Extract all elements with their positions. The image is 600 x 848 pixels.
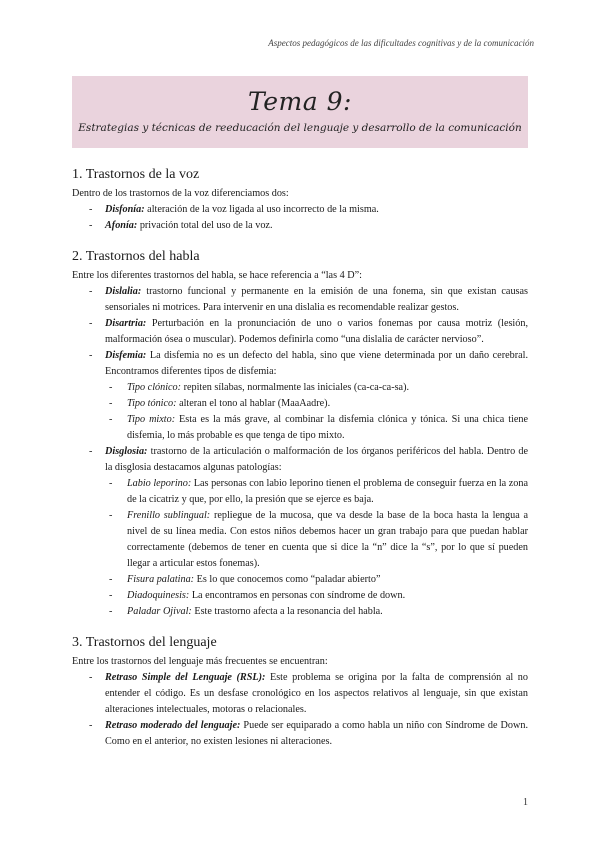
- section-habla: [72, 246, 528, 620]
- sub-definition: repliegue de la mucosa, que va desde la base de la boca hasta la lengua a nivel de su línea media. Con estos niños debemos hacer un gran trabajo para que puedan hablar correctamente (debemos de tener en cuenta que si dice la “n” dice la “s”, por lo que sí pueden llegar a articular estos fonemas).: [127, 510, 529, 569]
- section-intro: Entre los diferentes trastornos del habla, se hace referencia a “las 4 D”:: [72, 270, 362, 281]
- sub-definition: Es lo que conocemos como “paladar abierto”: [194, 574, 381, 585]
- term: Afonía:: [105, 220, 138, 231]
- sub-term: Tipo tónico:: [127, 398, 177, 409]
- sub-list-item: [105, 588, 528, 604]
- page-title: Tema 9:: [248, 87, 352, 116]
- sub-term: Labio leporino:: [127, 478, 192, 489]
- definition: Perturbación en la pronunciación de uno o varios fonemas por causa motriz (lesión, malformación ósea o muscular). Podemos definirla como “una dislalia de carácter nervioso”.: [105, 318, 528, 345]
- list-item: [72, 348, 528, 444]
- section-voz: [72, 164, 528, 234]
- list-item: [72, 670, 528, 718]
- title-box: [72, 76, 528, 148]
- sub-term: Tipo mixto:: [127, 414, 176, 425]
- sub-list-item: [105, 604, 528, 620]
- sub-list-item: [105, 396, 528, 412]
- definition: Este problema se origina por la falta de comprensión al no entender el código. Es un desfase cronológico en los aspectos relativos al lenguaje, sin que existan alteraciones intelectuales, motoras o relacionales.: [105, 672, 528, 715]
- section-intro: Dentro de los trastornos de la voz diferenciamos dos:: [72, 188, 289, 199]
- sub-definition: alteran el tono al hablar (MaaAadre).: [176, 398, 331, 409]
- sub-term: Diadoquinesis:: [127, 590, 190, 601]
- sub-term: Tipo clónico:: [127, 382, 182, 393]
- sub-list-item: [105, 572, 528, 588]
- sub-list-item: [105, 380, 528, 396]
- list-item: [72, 444, 528, 620]
- section-lenguaje: [72, 632, 528, 750]
- sub-list-item: [105, 412, 528, 444]
- sub-definition: Esta es la más grave, al combinar la disfemia clónica y tónica. Si una chica tiene disfemia, lo más probable es que tenga de tipo mixto.: [127, 414, 528, 441]
- document-body: [72, 164, 528, 750]
- definition: Puede ser equiparado a como habla un niño con Síndrome de Down. Como en el anterior, no existen lesiones ni alteraciones.: [105, 720, 528, 747]
- definition: alteración de la voz ligada al uso incorrecto de la misma.: [144, 204, 379, 215]
- section-heading: 1. Trastornos de la voz: [72, 167, 200, 182]
- section-intro: Entre los trastornos del lenguaje más frecuentes se encuentran:: [72, 656, 328, 667]
- section-heading: 2. Trastornos del habla: [72, 249, 200, 264]
- term: Dislalia:: [105, 286, 142, 297]
- term: Disfemia:: [105, 350, 147, 361]
- page-subtitle: Estrategias y técnicas de reeducación del lenguaje y desarrollo de la comunicación: [78, 122, 522, 134]
- page-number: 1: [523, 797, 528, 808]
- definition: privación total del uso de la voz.: [137, 220, 273, 231]
- definition: trastorno funcional y permanente en la emisión de una fonema, sin que existan causas sensoriales ni motrices. Para intervenir en una dislalia es recomendable realizar gestos.: [105, 286, 528, 313]
- section-heading: 3. Trastornos del lenguaje: [72, 635, 217, 650]
- definition: La disfemia no es un defecto del habla, sino que viene determinada por un daño cerebral. Encontramos diferentes tipos de disfemia:: [105, 350, 528, 377]
- sub-definition: La encontramos en personas con síndrome de down.: [189, 590, 406, 601]
- sub-term: Fisura palatina:: [127, 574, 195, 585]
- list-item: [72, 284, 528, 316]
- term: Disglosia:: [105, 446, 148, 457]
- term: Disfonía:: [105, 204, 145, 215]
- list-item: [72, 316, 528, 348]
- term: Retraso Simple del Lenguaje (RSL):: [105, 672, 266, 683]
- sub-term: Paladar Ojival:: [127, 606, 192, 617]
- sub-term: Frenillo sublingual:: [127, 510, 211, 521]
- term: Retraso moderado del lenguaje:: [105, 720, 241, 731]
- term: Disartria:: [105, 318, 147, 329]
- list-item: [72, 218, 528, 234]
- definition: trastorno de la articulación o malformación de los órganos periféricos del habla. Dentro de la disglosia destacamos algunas patologías:: [105, 446, 528, 473]
- running-header: Aspectos pedagógicos de las dificultades cognitivas y de la comunicación: [268, 38, 534, 48]
- list-item: [72, 718, 528, 750]
- sub-list-item: [105, 476, 528, 508]
- list-item: [72, 202, 528, 218]
- sub-definition: Las personas con labio leporino tienen el problema de conseguir fuerza en la zona de la cicatriz y que, por ello, la presión que se ejerce es baja.: [127, 478, 528, 505]
- sub-definition: Este trastorno afecta a la resonancia del habla.: [191, 606, 383, 617]
- sub-definition: repiten sílabas, normalmente las iniciales (ca-ca-ca-sa).: [181, 382, 410, 393]
- sub-list-item: [105, 508, 528, 572]
